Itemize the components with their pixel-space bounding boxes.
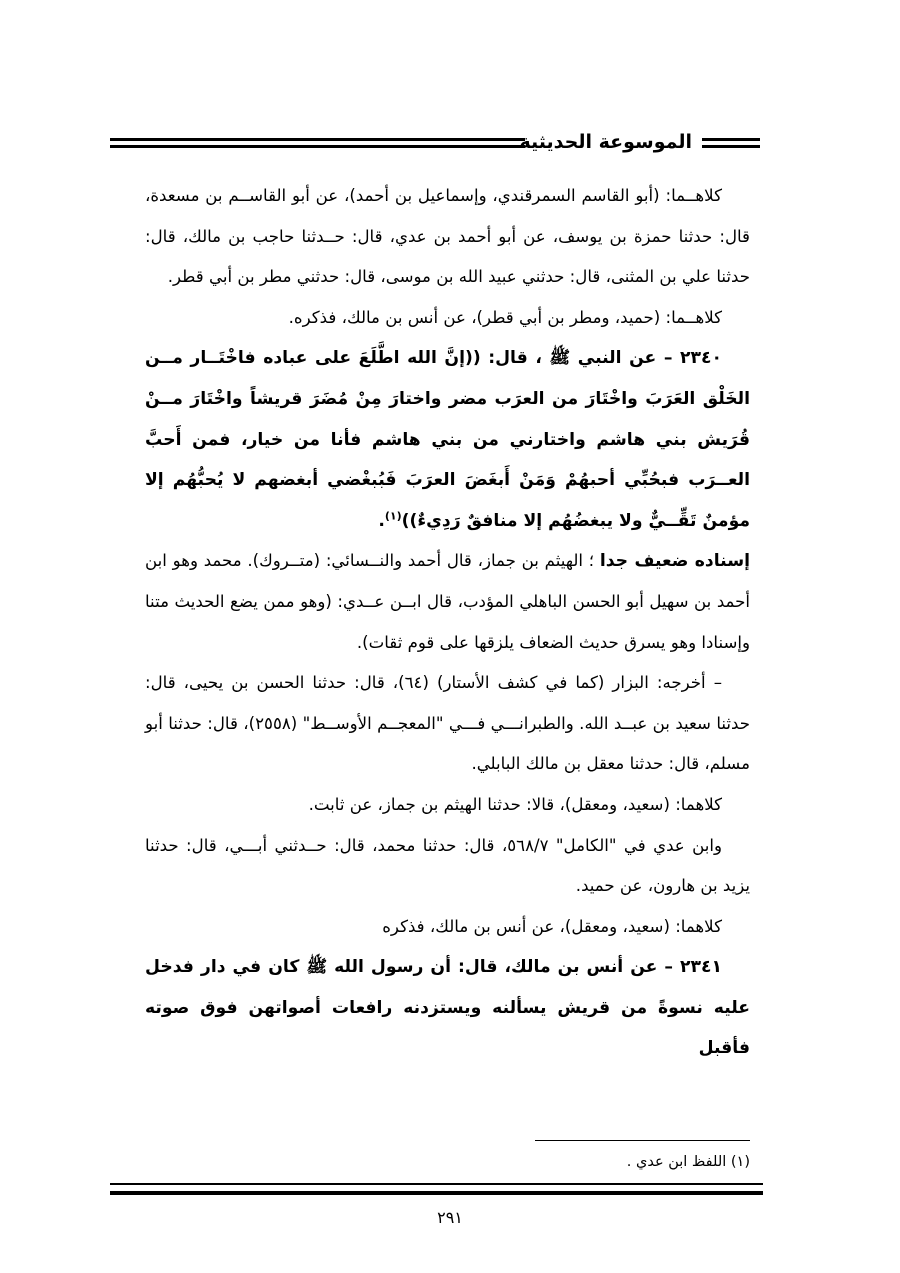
footnote-1: (١) اللفظ ابن عدي . [626,1154,750,1170]
footnote-marker: (١) [384,509,402,523]
hadith-2340-text: ٢٣٤٠ – عن النبي ﷺ ، قال: ((إنَّ الله اطَّلَعَ على عباده فاخْتَــار مــن الخَلْق العَرَبَ واخْتَارَ من العرَب مضر واختارَ مِنْ مُضَرَ قريشاً واخْتَارَ مــنْ قُرَيش بني هاشم واختارني من بني هاشم فأنا من خيار، فمن أَحبَّ العــرَب فبحُبِّي أحبهُمْ وَمَنْ أَبغَضَ العرَبَ فَبُبغْضي أبغضهم لا يُحبُّهُم إلا مؤمنٌ تَقِّــيٌّ ولا يبغضُهُم إلا منافقٌ رَدِيءٌ)) [145,348,750,531]
paragraph-kilahuma-2: كلاهما: (سعيد، ومعقل)، عن أنس بن مالك، فذكره [382,916,722,936]
running-header [110,126,760,162]
paragraph-isnad-2: كلاهــما: (حميد، ومطر بن أبي قطر)، عن أنس بن مالك، فذكره. [288,307,722,327]
paragraph-ibn-adi: وابن عدي في "الكامل" ٥٦٨/٧، قال: حدثنا محمد، قال: حــدثني أبـــي، قال: حدثنا يزيد بن هارون، عن حميد. [145,835,750,896]
hadith-2341: ٢٣٤١ – عن أنس بن مالك، قال: أن رسول الله ﷺ كان في دار فدخل عليه نسوةً من قريش يسألنه ويستزدنه رافعات أصواتهن فوق صوته فأقبل [145,957,750,1059]
body-text [145,176,750,1069]
hadith-2340 [145,338,750,541]
bottom-rule [110,1183,763,1195]
isnad-grade-label: إسناده ضعيف جدا [599,551,750,572]
paragraph-isnad-1: كلاهــما: (أبو القاسم السمرقندي، وإسماعيل بن أحمد)، عن أبو القاســم بن مسعدة، قال: حدثنا حمزة بن يوسف، عن أبو أحمد بن عدي، قال: حــدثنا حاجب بن مالك، قال: حدثنا علي بن المثنى، قال: حدثني عبيد الله بن موسى، قال: حدثني مطر بن أبي قطر. [145,186,750,287]
header-title: الموسوعة الحديثية [519,131,692,153]
header-rule-left [110,138,525,148]
hadith-2340-end: . [378,510,385,531]
header-rule-right [702,138,760,148]
footnote-rule [535,1140,750,1141]
isnad-grade-text: ؛ الهيثم بن جماز، قال أحمد والنــسائي: (متــروك). محمد وهو ابن أحمد بن سهيل أبو الحسن الباهلي المؤدب، قال ابــن عــدي: (وهو ممن يضع الحديث متنا وإسنادا وهو يسرق حديث الضعاف يلزقها على قوم ثقات). [145,551,750,652]
paragraph-isnad-grade [145,541,750,663]
paragraph-kilahuma-1: كلاهما: (سعيد، ومعقل)، قالا: حدثنا الهيثم بن جماز، عن ثابت. [308,794,722,814]
paragraph-takhrij: – أخرجه: البزار (كما في كشف الأستار) (٦٤)، قال: حدثنا الحسن بن يحيى، قال: حدثنا سعيد بن عبــد الله. والطبرانـــي فـــي "المعجــم الأوســط" (٢٥٥٨)، قال: حدثنا أبو مسلم، قال: حدثنا معقل بن مالك البابلي. [145,673,750,774]
page-number: ٢٩١ [437,1208,463,1227]
